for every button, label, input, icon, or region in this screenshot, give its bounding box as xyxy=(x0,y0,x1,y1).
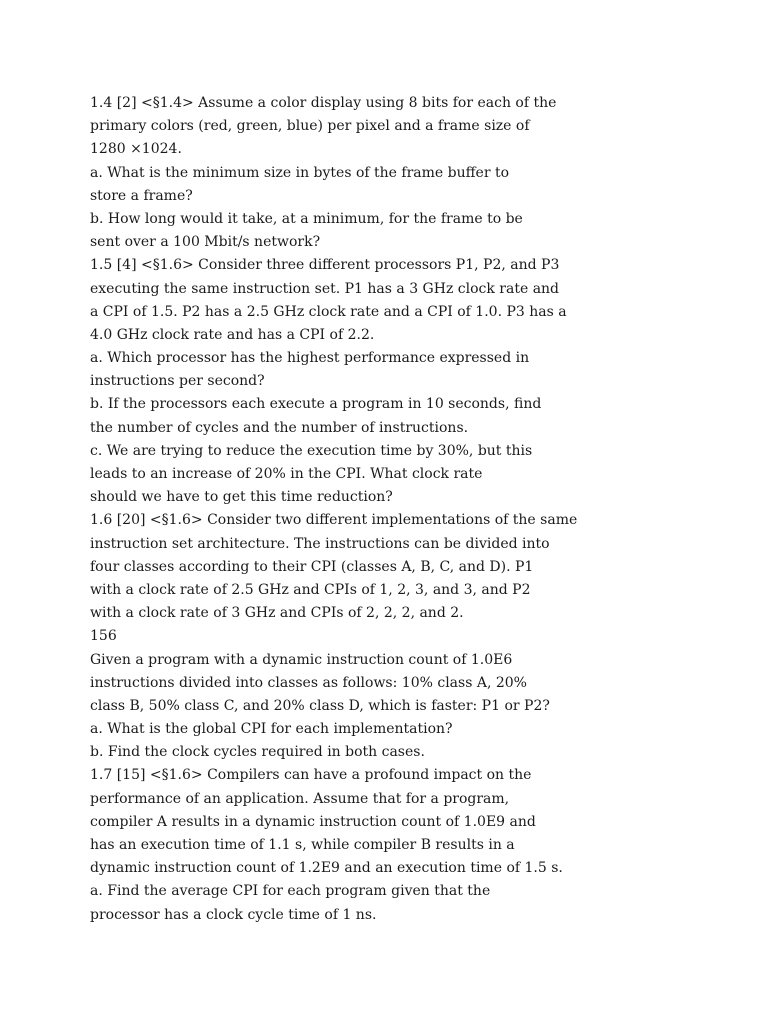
text-line: with a clock rate of 3 GHz and CPIs of 2, 2, 2, and 2. xyxy=(90,605,464,622)
text-line: class B, 50% class C, and 20% class D, which is faster: P1 or P2? xyxy=(90,697,550,714)
text-line: with a clock rate of 2.5 GHz and CPIs of 1, 2, 3, and 3, and P2 xyxy=(90,581,531,598)
text-line: instructions per second? xyxy=(90,373,265,390)
text-line: should we have to get this time reduction? xyxy=(90,489,393,506)
text-line: executing the same instruction set. P1 has a 3 GHz clock rate and xyxy=(90,280,560,297)
text-line: dynamic instruction count of 1.2E9 and an execution time of 1.5 s. xyxy=(90,860,563,877)
text-line: 1.4 [2] <§1.4> Assume a color display using 8 bits for each of the xyxy=(90,95,557,111)
text-line: 1.5 [4] <§1.6> Consider three different processors P1, P2, and P3 xyxy=(90,257,560,274)
text-line: b. Find the clock cycles required in both cases. xyxy=(90,744,425,761)
text-line: performance of an application. Assume that for a program, xyxy=(90,790,510,807)
page-number: 156 xyxy=(90,628,117,645)
text-line: a. Find the average CPI for each program given that the xyxy=(90,883,491,900)
text-line: processor has a clock cycle time of 1 ns. xyxy=(90,906,377,923)
text-line: a. What is the minimum size in bytes of the frame buffer to xyxy=(90,164,510,181)
text-line: has an execution time of 1.1 s, while compiler B results in a xyxy=(90,837,515,853)
text-line: 1.7 [15] <§1.6> Compilers can have a profound impact on the xyxy=(90,767,532,784)
text-line: a CPI of 1.5. P2 has a 2.5 GHz clock rate and a CPI of 1.0. P3 has a xyxy=(90,303,567,320)
text-line: b. How long would it take, at a minimum, for the frame to be xyxy=(90,210,523,227)
text-line: a. What is the global CPI for each implementation? xyxy=(90,721,453,738)
text-body xyxy=(90,92,730,927)
text-line: instructions divided into classes as follows: 10% class A, 20% xyxy=(90,674,527,691)
text-line: 1.6 [20] <§1.6> Consider two different implementations of the same xyxy=(90,512,578,529)
text-line: a. Which processor has the highest performance expressed in xyxy=(90,350,530,367)
text-line: Given a program with a dynamic instruction count of 1.0E6 xyxy=(90,651,513,668)
text-line: 1280 ×1024. xyxy=(90,141,182,158)
text-line: sent over a 100 Mbit/s network? xyxy=(90,234,321,251)
text-line: b. If the processors each execute a program in 10 seconds, find xyxy=(90,396,542,413)
text-line: four classes according to their CPI (classes A, B, C, and D). P1 xyxy=(90,558,534,575)
text-line: leads to an increase of 20% in the CPI. What clock rate xyxy=(90,466,483,482)
text-line: instruction set architecture. The instructions can be divided into xyxy=(90,535,550,552)
text-line: the number of cycles and the number of instructions. xyxy=(90,419,469,436)
text-line: store a frame? xyxy=(90,187,193,204)
text-line: primary colors (red, green, blue) per pixel and a frame size of xyxy=(90,118,530,135)
text-line: 4.0 GHz clock rate and has a CPI of 2.2. xyxy=(90,326,375,343)
text-line: compiler A results in a dynamic instruction count of 1.0E9 and xyxy=(90,813,536,830)
text-line: c. We are trying to reduce the execution time by 30%, but this xyxy=(90,442,533,459)
